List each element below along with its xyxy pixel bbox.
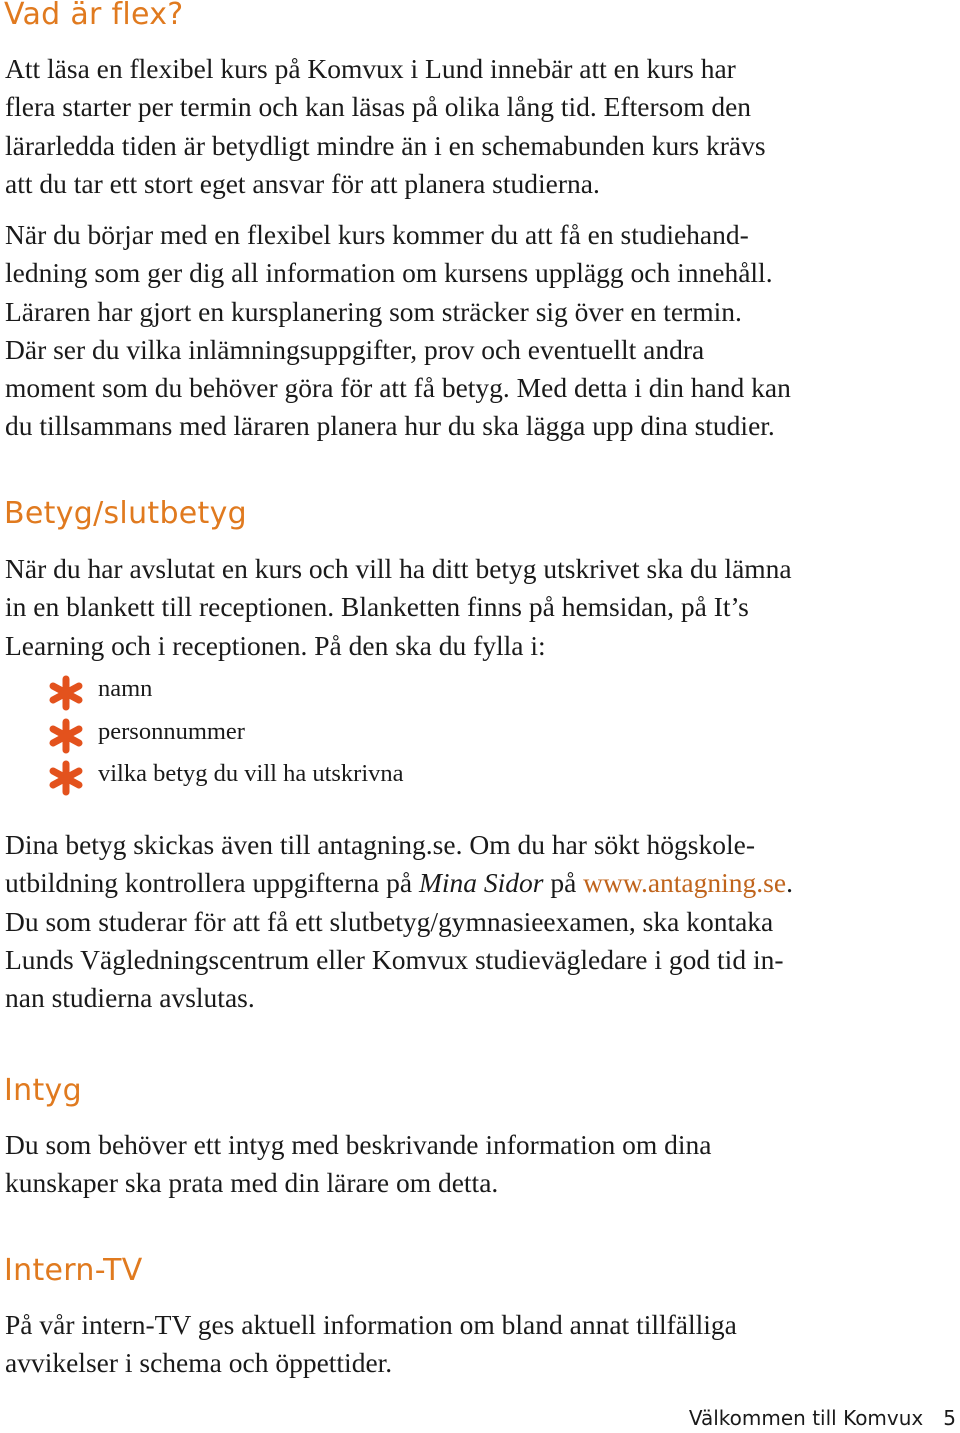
text-line: in en blankett till receptionen. Blanketten finns på hemsidan, på It’s [5, 591, 749, 623]
text-line: Du som studerar för att få ett slutbetyg/gymnasieexamen, ska kontaka [5, 905, 774, 937]
list-item [48, 668, 404, 711]
list-item-label: vilka betyg du vill ha utskrivna [98, 760, 404, 788]
footer-title: Välkommen till Komvux [688, 1406, 924, 1430]
page-number: 5 [943, 1406, 956, 1430]
page-footer [689, 1406, 956, 1430]
text-line: Lunds Vägledningscentrum eller Komvux studievägledare i god tid in- [5, 943, 784, 975]
heading-intern-tv: Intern-TV [4, 1253, 143, 1288]
text-line: Läraren har gjort en kursplanering som sträcker sig över en termin. [5, 295, 742, 327]
text-line: När du börjar med en flexibel kurs kommer du att få en studiehand- [5, 219, 749, 250]
text-line [5, 864, 793, 902]
text-line: lärarledda tiden är betydligt mindre än i en schemabunden kurs krävs [5, 129, 766, 161]
paragraph-intyg [5, 1126, 711, 1203]
text-line: moment som du behöver göra för att få betyg. Med detta i din hand kan [5, 372, 791, 404]
text-line: nan studierna avslutas. [5, 982, 255, 1014]
blankett-field-list [48, 668, 404, 796]
text-line: du tillsammans med läraren planera hur du ska lägga upp dina studier. [5, 410, 775, 442]
heading-vad-ar-flex: Vad är flex? [4, 0, 184, 32]
text-line: När du har avslutat en kurs och vill ha ditt betyg utskrivet ska du lämna [5, 553, 792, 584]
text-line: ledning som ger dig all information om kursens upplägg och innehåll. [5, 257, 773, 289]
text-line: Där ser du vilka inlämningsuppgifter, prov och eventuellt andra [5, 333, 705, 365]
mina-sidor-emphasis: Mina Sidor [418, 867, 544, 899]
star-icon [48, 675, 84, 711]
text-line: Dina betyg skickas även till antagning.se. Om du har sökt högskole- [5, 829, 755, 860]
paragraph-betyg-blankett [5, 550, 792, 665]
text-line: flera starter per termin och kan läsas på olika lång tid. Eftersom den [5, 91, 752, 123]
list-item [48, 711, 404, 754]
paragraph-betyg-antagning [5, 826, 793, 1017]
heading-betyg-slutbetyg: Betyg/slutbetyg [4, 496, 248, 531]
paragraph-intern-tv [5, 1306, 737, 1383]
heading-intyg: Intyg [4, 1073, 82, 1108]
list-item-label: namn [98, 675, 153, 703]
paragraph-flex-intro [5, 50, 766, 203]
text-line: att du tar ett stort eget ansvar för att planera studierna. [5, 167, 600, 199]
star-icon [48, 760, 84, 796]
text-line: avvikelser i schema och öppettider. [5, 1347, 393, 1379]
antagning-link[interactable]: www.antagning.se [583, 867, 787, 899]
list-item [48, 753, 404, 796]
star-icon [48, 718, 84, 754]
text-line: Learning och i receptionen. På den ska du fylla i: [5, 629, 546, 661]
text-line: Du som behöver ett intyg med beskrivande information om dina [5, 1129, 712, 1160]
text-line: Att läsa en flexibel kurs på Komvux i Lund innebär att en kurs har [5, 53, 736, 84]
list-item-label: personnummer [98, 717, 245, 745]
text-fragment: utbildning kontrollera uppgifterna på [5, 867, 419, 899]
text-line: kunskaper ska prata med din lärare om detta. [5, 1167, 499, 1199]
text-fragment: på [543, 867, 584, 899]
text-line: På vår intern-TV ges aktuell information om bland annat tillfälliga [5, 1309, 737, 1340]
paragraph-flex-studiehandledning [5, 216, 791, 446]
text-fragment: . [786, 867, 793, 899]
